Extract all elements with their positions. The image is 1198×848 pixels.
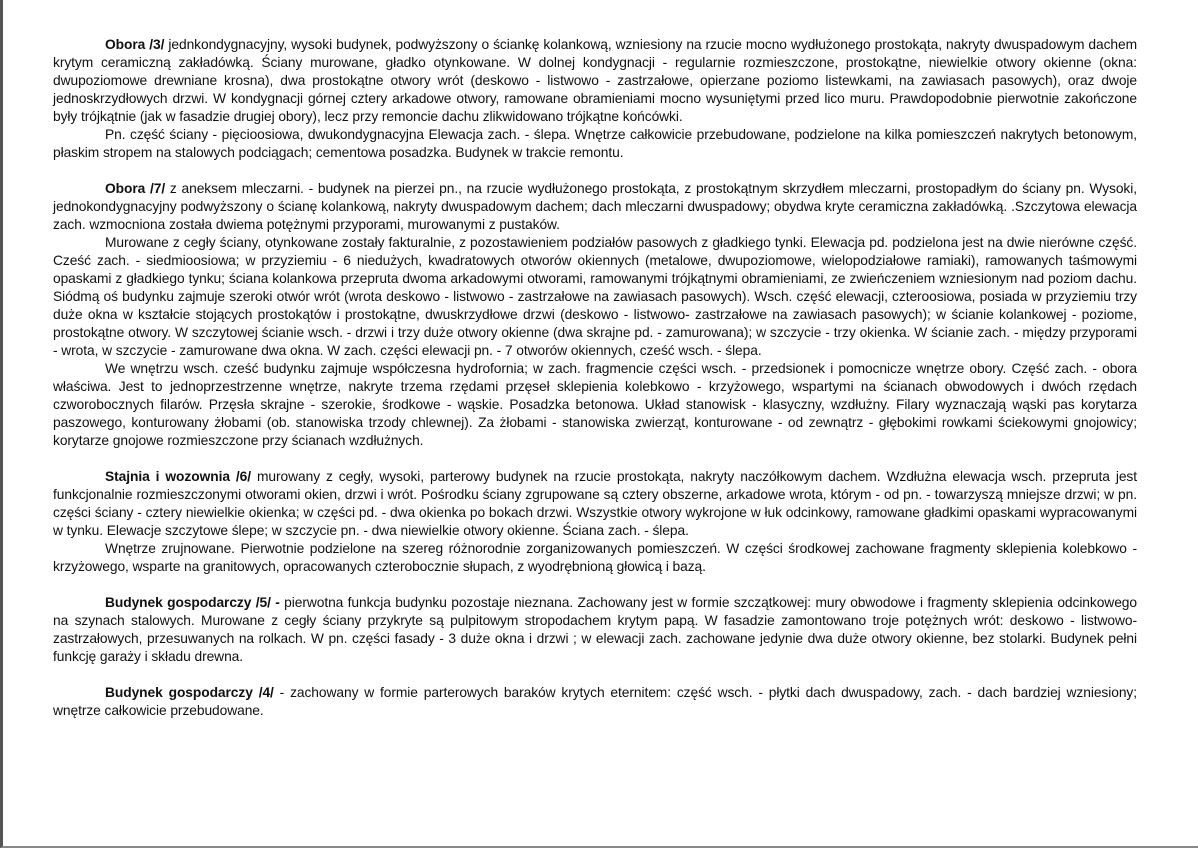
paragraph-text: murowany z cegły, wysoki, parterowy budynek na rzucie prostokąta, nakryty naczółkowym dachem. Wzdłużna elewacja wsch. przepruta jest funkcjonalnie rozmieszczonymi otworami okien, drzwi i wrót. Pośrodku ściany zgrupowane są cztery obszerne, arkadowe wrota, którym - od pn. - towarzyszą mniejsze drzwi; w pn. części ściany - cztery niewielkie okienka; w części pd. - dwa okienka po bokach drzwi. Wszystkie otwory wykrojone w łuk odcinkowy, ramowane gładkimi opaskami wypracowanymi w tynku. Elewacje szczytowe ślepe; w szczycie pn. - dwa niewielkie otwory okienne. Ściana zach. - ślepa.: [53, 469, 1137, 538]
section-spacer: [53, 666, 1137, 684]
paragraph: [53, 234, 1137, 360]
paragraph-text: - zachowany w formie parterowych baraków krytych eternitem: część wsch. - płytki dach dwuspadowy, zach. - dach bardziej wzniesiony; wnętrze całkowicie przebudowane.: [53, 685, 1137, 718]
paragraph-text: Pn. część ściany - pięcioosiowa, dwukondygnacyjna Elewacja zach. - ślepa. Wnętrze całkowicie przebudowane, podzielone na kilka pomieszczeń nakrytych betonowym, płaskim stropem na stalowych podciągach; cementowa posadzka. Budynek w trakcie remontu.: [53, 127, 1137, 160]
paragraph-text: Wnętrze zrujnowane. Pierwotnie podzielone na szereg różnorodnie zorganizowanych pomieszczeń. W części środkowej zachowane fragmenty sklepienia kolebkowo - krzyżowego, wsparte na granitowych, opracowanych czterobocznie słupach, z wyodrębnioną głowicą i bazą.: [53, 541, 1137, 574]
section-heading: Stajnia i wozownia /6/: [105, 469, 252, 484]
section-heading: Obora /3/: [105, 37, 165, 52]
paragraph-text: jednkondygnacyjny, wysoki budynek, podwyższony o ściankę kolankową, wzniesiony na rzucie mocno wydłużonego prostokąta, nakryty dwuspadowym dachem krytym ceramiczną zakładówką. Ściany murowane, gładko otynkowane. W dolnej kondygnacji - regularnie rozmieszczone, prostokątne, niewielkie otwory okienne (okna: dwupoziomowe drewniane krosna), dwa prostokątne otwory wrót (deskowo - listwowo - zastrzałowe, opierzane poziomo listewkami, na zawiasach pasowych), oraz dwoje jednoskrzydłowych drzwi. W kondygnacji górnej cztery arkadowe otwory, ramowane obramieniami mocno wysuniętymi przed lico muru. Prawdopodobnie pierwotnie zakończone były trójkątnie (jak w fasadzie drugiej obory), lecz przy remoncie dachu zlikwidowano trójkątne końcówki.: [53, 37, 1137, 124]
section-heading: Obora /7/: [105, 181, 166, 196]
section-spacer: [53, 576, 1137, 594]
document-body: [53, 36, 1137, 720]
section-obora-3: [53, 36, 1137, 126]
section-obora-7: [53, 180, 1137, 234]
paragraph: [53, 126, 1137, 162]
section-budynek-5: [53, 594, 1137, 666]
paragraph-text: Murowane z cegły ściany, otynkowane zostały fakturalnie, z pozostawieniem podziałów pasowych z gładkiego tynki. Elewacja pd. podzielona jest na dwie nierówne część. Cześć zach. - siedmioosiowa; w przyziemiu - 6 niedużych, kwadratowych otworów okiennych (metalowe, dwupoziomowe, wielopodziałowe ramiaki), ramowanych taśmowymi opaskami z gładkiego tynku; ściana kolankowa przepruta dwoma arkadowymi otworami, ramowanymi trójkątnymi obramieniami, ze zwieńczeniem wzniesionym nad poziom dachu. Siódmą oś budynku zajmuje szeroki otwór wrót (wrota deskowo - listwowo - zastrzałowe na zawiasach pasowych). Wsch. część elewacji, czteroosiowa, posiada w przyziemiu trzy duże okna w kształcie stojących prostokątów i prostokątne, dwuskrzydłowe drzwi (deskowo - listwowo- zastrzałowe na zawiasach pasowych); w ścianie kolankowej - poziome, prostokątne otwory. W szczytowej ścianie wsch. - drzwi i trzy duże otwory okienne (dwa skrajne pd. - zamurowana); w szczycie - trzy okienka. W ścianie zach. - między przyporami - wrota, w szczycie - zamurowane dwa okna. W zach. części elewacji pn. - 7 otworów okiennych, cześć wsch. - ślepa.: [53, 235, 1137, 358]
paragraph-text: z aneksem mleczarni. - budynek na pierzei pn., na rzucie wydłużonego prostokąta, z prostokątnym skrzydłem mleczarni, prostopadłym do ściany pn. Wysoki, jednokondygnacyjny podwyższony o ścianę kolankową, nakryty dwuspadowym dachem; dach mleczarni dwuspadowy; obydwa kryte ceramiczna zakładówką. .Szczytowa elewacja zach. wzmocniona została dwiema potężnymi przyporami, murowanymi z pustaków.: [53, 181, 1137, 232]
paragraph-text: We wnętrzu wsch. cześć budynku zajmuje współczesna hydrofornia; w zach. fragmencie części wsch. - przedsionek i pomocnicze wnętrze obory. Część zach. - obora właściwa. Jest to jednoprzestrzenne wnętrze, nakryte trzema rzędami przęseł sklepienia kolebkowo - krzyżowego, wspartymi na ścianach obwodowych i dwóch rzędach czworobocznych filarów. Przęsła skrajne - szerokie, środkowe - wąskie. Posadzka betonowa. Układ stanowisk - klasyczny, wzdłużny. Filary wyznaczają wąski pas korytarza paszowego, konturowany żłobami (ob. stanowiska trzody chlewnej). Za żłobami - stanowiska zwierząt, konturowane - od zewnątrz - głębokimi rowkami ściekowymi gnojowicy; korytarze gnojowe rozmieszczone przy ścianach wzdłużnych.: [53, 361, 1137, 448]
section-heading: Budynek gospodarczy /4/: [105, 685, 274, 700]
section-budynek-4: [53, 684, 1137, 720]
paragraph: [53, 540, 1137, 576]
section-heading: Budynek gospodarczy /5/ -: [105, 595, 280, 610]
paragraph-text: pierwotna funkcja budynku pozostaje nieznana. Zachowany jest w formie szczątkowej: mury obwodowe i fragmenty sklepienia odcinkowego na szynach stalowych. Murowane z cegły ściany przykryte są pulpitowym stropodachem krytym papą. W fasadzie zamontowano troje potężnych wrót: deskowo - listwowo- zastrzałowych, przesuwanych na rolkach. W pn. części fasady - 3 duże okna i drzwi ; w elewacji zach. zachowane jedynie dwa duże otwory okienne, bez stolarki. Budynek pełni funkcję garaży i składu drewna.: [53, 595, 1137, 664]
section-spacer: [53, 162, 1137, 180]
paragraph: [53, 360, 1137, 450]
section-stajnia-6: [53, 468, 1137, 540]
section-spacer: [53, 450, 1137, 468]
